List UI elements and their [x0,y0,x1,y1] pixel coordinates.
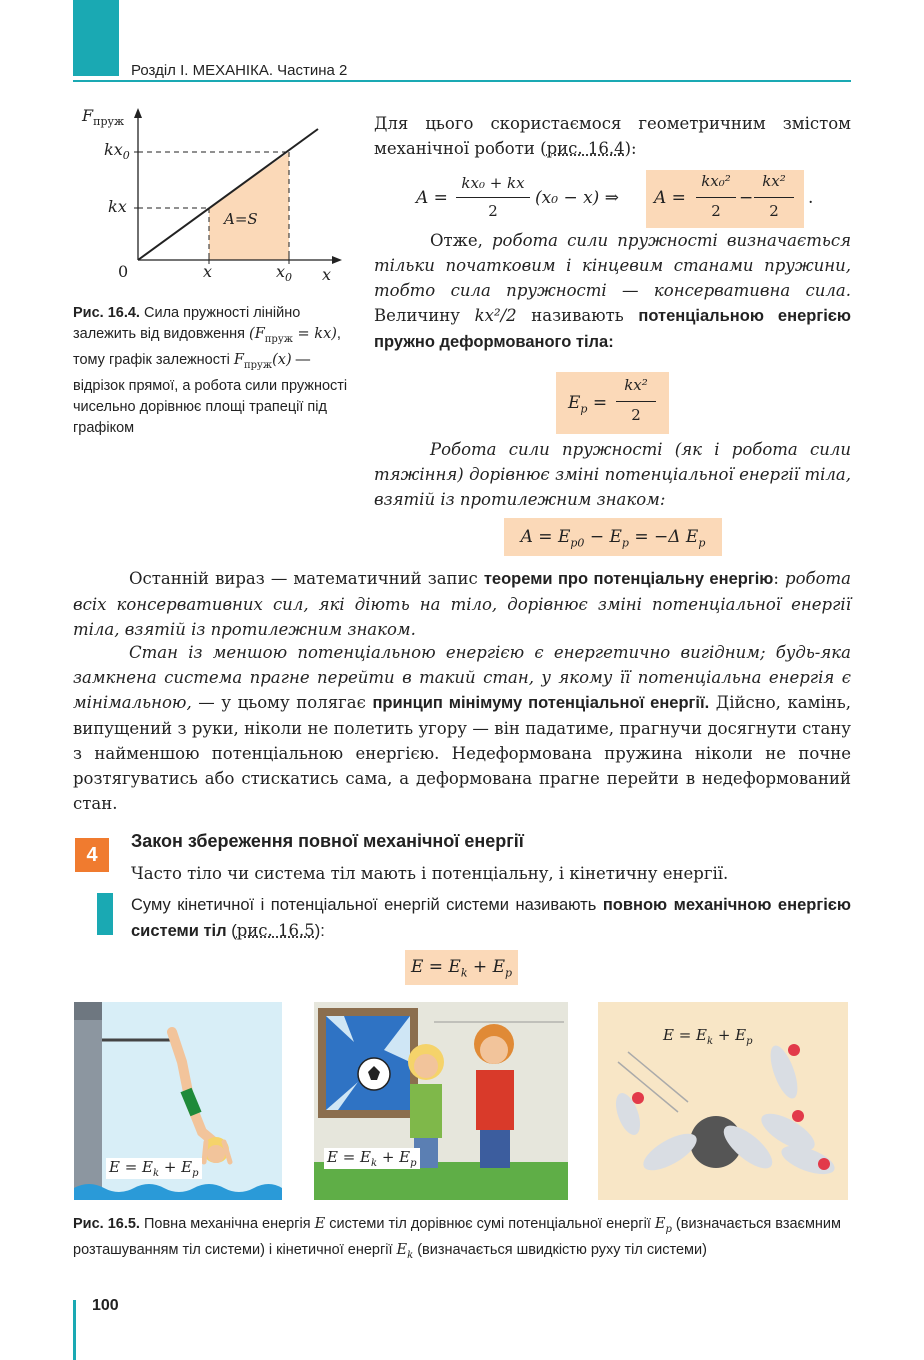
area-label: A=S [224,210,258,228]
diver-formula: $E = E_k + E_p$ [106,1158,202,1179]
illustration-boys [314,1002,568,1200]
header-divider [73,80,851,82]
chapter-title: Розділ I. МЕХАНІКА. Частина 2 [131,62,348,79]
section-number-badge: 4 [75,838,109,872]
section-title: Закон збереження повної механічної енергії [131,831,524,851]
formula-work-elastic: A = kx₀ + kx 2 (x₀ − x) ⇒ A = kx₀² 2 − kx² 2 . [416,172,836,228]
paragraph-work-potential: Робота сили пружності (як і робота сили тяжіння) дорівнює зміні потенціальної енергії тіла, взятій із протилежним знаком: [374,440,851,509]
footer-bar [73,1300,76,1360]
axis-x-label: x [322,265,332,284]
illustration-bowling [598,1002,848,1200]
formula-box-work: A = kx₀² 2 − kx² 2 [646,170,804,228]
definition-total-energy: Суму кінетичної і потенціальної енергій системи називають повною механічною енергією системи тіл (рис. 16.5): [131,896,851,940]
graph-y-label: $F_{пруж}$ [82,106,125,129]
link-fig-16-4[interactable]: рис. 16.4 [546,139,625,158]
link-fig-16-5[interactable]: рис. 16.5 [236,921,315,940]
definition-marker [97,893,113,935]
figure-16-5-caption: Рис. 16.5. Повна механічна енергія E системи тіл дорівнює сумі потенціальної енергії $E_p$ (визначається взаємним розташуванням тіл системи) і кінетичної енергії $E_k$ (визначається швидкістю руху тіл системи) [73,1216,841,1261]
tick-x: x [203,262,213,281]
formula-potential-energy: $E_p$ = kx² 2 [556,372,669,434]
bowling-formula: $E = E_k + E_p$ [663,1026,753,1047]
tick-origin: 0 [118,262,129,281]
paragraph-geometric-work: Для цього скористаємося геометричним змістом механічної роботи (рис. 16.4): [374,114,851,158]
header-color-block [73,0,119,76]
page-number: 100 [92,1297,119,1314]
formula-total-energy: $E = E_k + E_p$ [405,950,518,985]
paragraph-system-energy: Часто тіло чи система тіл мають і потенціальну, і кінетичну енергії. [131,864,729,883]
illustration-diver [74,1002,282,1200]
formula-work-delta: $A = E_{p0} - E_p = -\Delta$ $E_p$ [504,518,722,556]
paragraph-minimum-principle: Стан із меншою потенціальною енергією є енергетично вигідним; будь-яка замкнена система прагне перейти в такий стан, у якому її потенціальна енергія є мінімальною, — у цьому полягає принцип мінімуму потенціальної енергії. Дійсно, камінь, випущений з руки, ніколи не полетить угору — він падатиме, прагнучи досягнути стану з найменшою потенціальною енергією. Недеформована пружина ніколи не почне розтягуватись або стискатись сама, а деформована прагне перейти в недеформований стан. [73,643,851,813]
paragraph-conservative: Отже, робота сили пружності визначається тільки початковим і кінцевим станами пружини, тобто сила пружності — консервативна сила. Величину kx²/2 називають потенціальною енергією пружно деформованого тіла: [374,231,851,351]
boys-formula: $E = E_k + E_p$ [324,1148,420,1169]
tick-x0: $x_0$ [276,262,293,285]
paragraph-theorem: Останній вираз — математичний запис теореми про потенціальну енергію: робота всіх консервативних сил, які діють на тіло, дорівнює зміні потенціальної енергії тіла, взятій із протилежним знаком. [73,569,851,639]
figure-16-4-caption: Рис. 16.4. Сила пружності лінійно залежить від видовження $(F_{пруж} = kx)$, тому графік залежності $F_{пруж}(x)$ — відрізок прямої, а робота сили пружності чисельно дорівнює площі трапеції під графіком [73,305,348,436]
tick-kx0: $kx_0$ [104,140,130,163]
tick-kx: kx [108,197,127,216]
area-under-graph [209,152,289,260]
